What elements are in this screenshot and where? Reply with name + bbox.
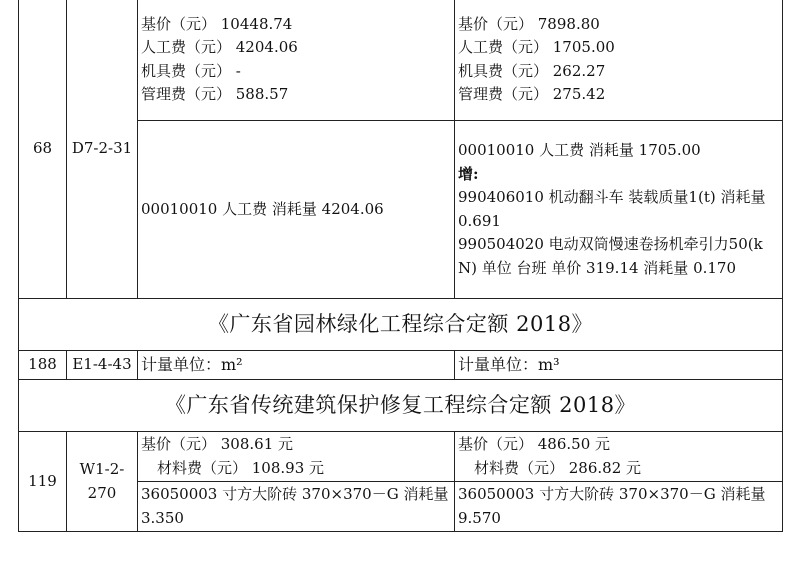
section-title-row: [19, 380, 783, 432]
new-consumption-cell: [455, 482, 783, 532]
quota-table: [18, 0, 783, 532]
old-consumption-cell: [138, 482, 455, 532]
old-consumption-cell: [138, 121, 455, 299]
addition-label: 增:: [458, 164, 479, 183]
machinery-cost-line: 机具费（元） -: [141, 61, 241, 80]
labor-cost-line: 人工费（元） 4204.06: [141, 38, 298, 56]
new-price-cell: [455, 432, 783, 482]
machinery-cost-line: 机具费（元） 262.27: [458, 61, 606, 80]
table-row: [19, 0, 783, 121]
old-price-cell: [138, 432, 455, 482]
consumption-line: 00010010 人工费 消耗量 1705.00: [458, 141, 701, 159]
section-title-row: [19, 299, 783, 351]
base-price-line: 基价（元） 10448.74: [141, 14, 293, 33]
base-price-line: 基价（元） 486.50 元: [458, 435, 611, 453]
added-item: 990504020 电动双筒慢速卷扬机牵引力50(kN) 单位 台班 单价 319.14 消耗量 0.170: [458, 235, 763, 277]
new-unit-cell: 计量单位：m³: [455, 351, 783, 380]
quota-code: E1-4-43: [67, 351, 138, 380]
row-number: 68: [19, 0, 67, 299]
quota-code: W1-2-270: [67, 432, 138, 532]
old-unit-cell: 计量单位：m²: [138, 351, 455, 380]
quota-code: D7-2-31: [67, 0, 138, 299]
new-consumption-cell: [455, 121, 783, 299]
material-cost-line: 材料费（元） 108.93 元: [157, 458, 325, 477]
management-cost-line: 管理费（元） 275.42: [458, 85, 606, 103]
consumption-line: 00010010 人工费 消耗量 4204.06: [141, 199, 384, 218]
added-item: 990406010 机动翻斗车 装载质量1(t) 消耗量 0.691: [458, 188, 766, 230]
section-title: 《广东省园林绿化工程综合定额 2018》: [19, 299, 783, 351]
row-number: 119: [19, 432, 67, 532]
management-cost-line: 管理费（元） 588.57: [141, 85, 289, 103]
consumption-line: 36050003 寸方大阶砖 370×370－G 消耗量 3.350: [141, 485, 449, 527]
consumption-line: 36050003 寸方大阶砖 370×370－G 消耗量 9.570: [458, 485, 766, 527]
new-price-cell: [455, 0, 783, 121]
row-number: 188: [19, 351, 67, 380]
section-title: 《广东省传统建筑保护修复工程综合定额 2018》: [19, 380, 783, 432]
table-row: [19, 432, 783, 482]
base-price-line: 基价（元） 308.61 元: [141, 435, 294, 453]
table-row: [19, 351, 783, 380]
labor-cost-line: 人工费（元） 1705.00: [458, 38, 615, 56]
material-cost-line: 材料费（元） 286.82 元: [474, 458, 642, 477]
old-price-cell: [138, 0, 455, 121]
base-price-line: 基价（元） 7898.80: [458, 14, 600, 33]
